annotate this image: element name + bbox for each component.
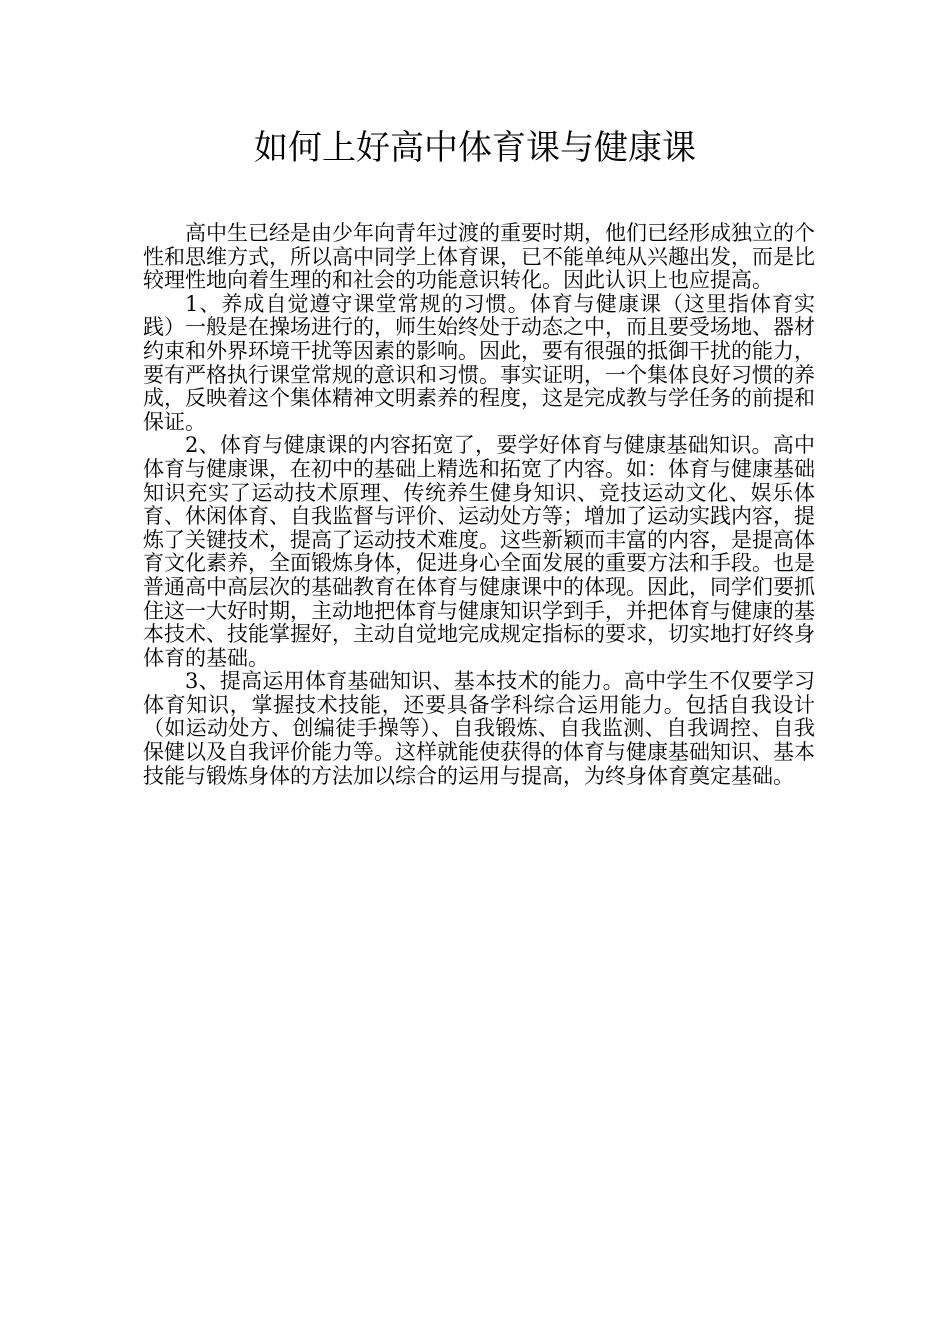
document-body	[143, 222, 815, 788]
document-title: 如何上好高中体育课与健康课	[254, 128, 696, 168]
paragraph-3: 3、提高运用体育基础知识、基本技术的能力。高中学生不仅要学习体育知识，掌握技术技能，还要具备学科综合运用能力。包括自我设计（如运动处方、创编徒手操等）、自我锻炼、自我监测、自我调控、自我保健以及自我评价能力等。这样就能使获得的体育与健康基础知识、基本技能与锻炼身体的方法加以综合的运用与提高，为终身体育奠定基础。	[143, 669, 815, 788]
paragraph-1: 1、养成自觉遵守课堂常规的习惯。体育与健康课（这里指体育实践）一般是在操场进行的，师生始终处于动态之中，而且要受场地、器材约束和外界环境干扰等因素的影响。因此，要有很强的抵御干扰的能力，要有严格执行课堂常规的意识和习惯。事实证明，一个集体良好习惯的养成，反映着这个集体精神文明素养的程度，这是完成教与学任务的前提和保证。	[143, 291, 815, 434]
paragraph-intro: 高中生已经是由少年向青年过渡的重要时期，他们已经形成独立的个性和思维方式，所以高中同学上体育课，已不能单纯从兴趣出发，而是比较理性地向着生理的和社会的功能意识转化。因此认识上也应提高。	[143, 221, 815, 293]
paragraph-2: 2、体育与健康课的内容拓宽了，要学好体育与健康基础知识。高中体育与健康课，在初中的基础上精选和拓宽了内容。如：体育与健康基础知识充实了运动技术原理、传统养生健身知识、竞技运动文化、娱乐体育、休闲体育、自我监督与评价、运动处方等；增加了运动实践内容，提炼了关键技术，提高了运动技术难度。这些新颖而丰富的内容，是提高体育文化素养，全面锻炼身体，促进身心全面发展的重要方法和手段。也是普通高中高层次的基础教育在体育与健康课中的体现。因此，同学们要抓住这一大好时期，主动地把体育与健康知识学到手，并把体育与健康的基本技术、技能掌握好，主动自觉地完成规定指标的要求，切实地打好终身体育的基础。	[143, 433, 815, 670]
